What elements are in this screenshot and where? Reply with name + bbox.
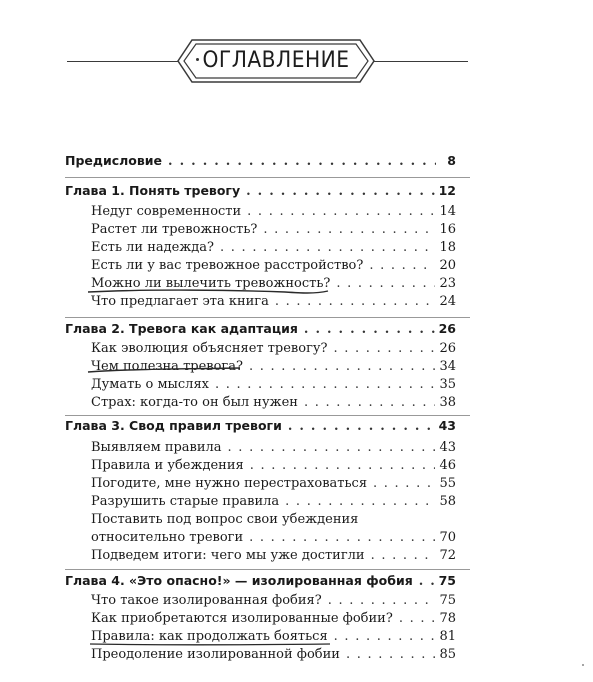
toc-entry-title: Есть ли надежда? (91, 240, 215, 255)
toc-entry-title: Глава 4. «Это опасно!» — изолированная фобия (65, 573, 413, 588)
toc-entry-title: Как эволюция объясняет тревогу? (91, 341, 328, 356)
toc-entry-title: Правила и убеждения (91, 458, 244, 473)
toc-entry-title: Глава 1. Понять тревогу (65, 183, 241, 198)
toc-entry-title-line1: Поставить под вопрос свои убеждения (91, 512, 359, 527)
toc-entry-page: 75 (438, 573, 456, 588)
toc-entry-title: Разрушить старые правила (91, 494, 280, 509)
toc-entry-title: Подведем итоги: чего мы уже достигли (91, 548, 365, 563)
toc-entry-page: 85 (439, 647, 456, 662)
toc-entry-title: Как приобретаются изолированные фобии? (91, 611, 393, 626)
toc-entry-page: 72 (439, 548, 456, 563)
handwritten-underline (88, 368, 240, 372)
toc-entry-title: Погодите, мне нужно перестраховаться (91, 476, 368, 491)
toc-entry-page: 81 (439, 629, 456, 644)
toc-entry-page: 70 (439, 530, 456, 545)
toc-entry-page: 18 (439, 240, 456, 255)
toc-entry-title: Растет ли тревожность? (91, 222, 258, 237)
toc-entry-page: 35 (439, 377, 456, 392)
toc-entry-title: Страх: когда-то он был нужен (91, 395, 298, 410)
toc-entry-page: 24 (439, 294, 456, 309)
toc-entry-page: 34 (439, 359, 456, 374)
toc-entry-title: Глава 3. Свод правил тревоги (65, 418, 282, 433)
toc-entry-title: Можно ли вылечить тревожность? (91, 276, 331, 291)
toc-entry-title: Что предлагает эта книга (91, 294, 269, 309)
toc-entry-page: 12 (438, 183, 456, 198)
toc-entry-title: Выявляем правила (91, 440, 222, 455)
toc-entry-title: Чем полезна тревога? (91, 359, 243, 374)
toc-entry-title: Предисловие (65, 153, 163, 168)
toc-entry-title: Думать о мыслях (91, 377, 209, 392)
toc-entry-page: 58 (439, 494, 456, 509)
toc-entry-page: 26 (439, 341, 456, 356)
toc-entry-title: Что такое изолированная фобия? (91, 593, 322, 608)
toc-entry-page: 8 (447, 153, 456, 168)
toc-entry-title: Глава 2. Тревога как адаптация (65, 321, 298, 336)
toc-entry-page: 14 (439, 204, 456, 219)
page-title: ОГЛАВЛЕНИЕ (202, 48, 350, 73)
toc-entry-page: 26 (438, 321, 456, 336)
handwritten-underline (90, 644, 330, 645)
handwritten-underline (88, 290, 328, 293)
stray-mark (582, 664, 584, 666)
toc-entry-page: 23 (439, 276, 456, 291)
toc-entry-page: 75 (439, 593, 456, 608)
toc-entry-page: 43 (439, 440, 456, 455)
toc-entry-page: 16 (439, 222, 456, 237)
toc-entry-page: 55 (439, 476, 456, 491)
toc-entry-title: Есть ли у вас тревожное расстройство? (91, 258, 364, 273)
toc-entry-page: 20 (439, 258, 456, 273)
toc-entry-page: 38 (439, 395, 456, 410)
toc-entry-page: 78 (439, 611, 456, 626)
toc-entry-title: Преодоление изолированной фобии (91, 647, 340, 662)
toc-entry-page: 43 (438, 418, 456, 433)
toc-entry-page: 46 (439, 458, 456, 473)
toc-entry-title: относительно тревоги (91, 530, 244, 545)
toc-entry-title: Недуг современности (91, 204, 242, 219)
toc-entry-title: Правила: как продолжать бояться (91, 629, 328, 644)
